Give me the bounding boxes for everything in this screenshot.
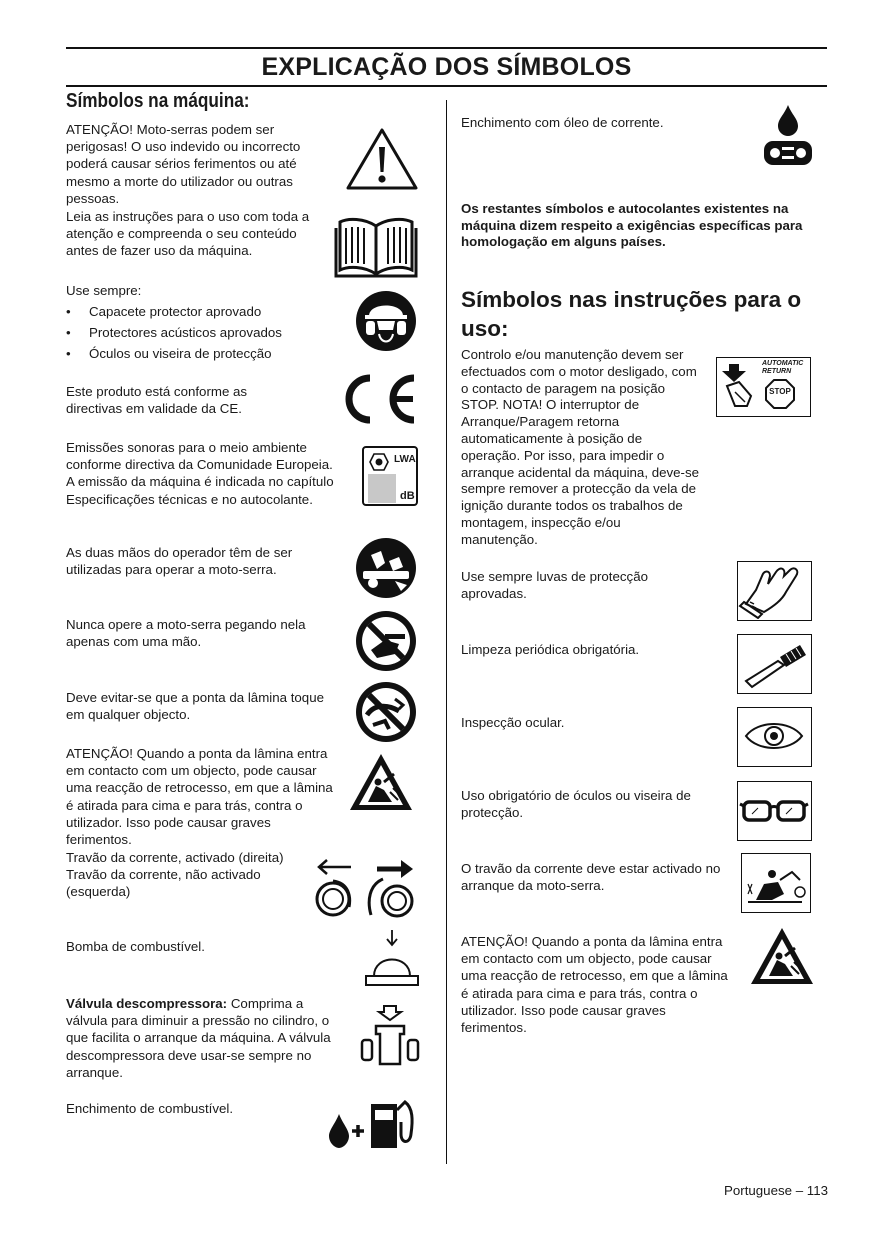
warning-text: ATENÇÃO! Moto-serras podem ser perigosas! O uso indevido ou incorrecto poderá causar sérios ferimentos ou até mesmo a morte do utilizador ou outras pessoas. xyxy=(66,122,301,206)
helmet-protection-icon xyxy=(355,290,417,352)
noise-gray-block xyxy=(368,474,396,503)
kickback-text-right: ATENÇÃO! Quando a ponta da lâmina entra em contacto com um objecto, pode causar uma reacção de retrocesso, em que a lâmina é atirada para cima e para trás, contra o utilizador. Isso pode causar graves ferimentos. xyxy=(461,934,728,1036)
cleaning-text: Limpeza periódica obrigatória. xyxy=(461,642,640,657)
stop-label: STOP xyxy=(769,387,791,396)
gloves-text: Use sempre luvas de protecção aprovadas. xyxy=(461,569,648,602)
fuel-pump-text: Bomba de combustível. xyxy=(66,939,205,954)
fuel-fill-text: Enchimento de combustível. xyxy=(66,1101,234,1116)
remaining-symbols-text: Os restantes símbolos e autocolantes existentes na máquina dizem respeito a exigências específicas para homologação em alguns países. xyxy=(461,201,803,249)
section-heading-machine-symbols: Símbolos na máquina: xyxy=(66,90,250,112)
page-footer: Portuguese – 113 xyxy=(724,1183,828,1198)
fuel-pump-primer-icon xyxy=(362,928,422,990)
noise-emission-label-icon xyxy=(362,446,418,506)
one-hand-prohibited-icon xyxy=(355,610,417,672)
noise-db-text: dB xyxy=(400,490,415,502)
kickback-warning-icon-right xyxy=(749,926,815,986)
noise-text: Emissões sonoras para o meio ambiente conforme directiva da Comunidade Europeia. A emissão da máquina é indicada no capítulo Especificações técnicas e no autocolante. xyxy=(66,440,334,507)
top-rule xyxy=(66,47,827,49)
use-always-text: Use sempre: xyxy=(66,283,142,298)
maintenance-text: Controlo e/ou manutenção devem ser efectuados com o motor desligado, com o contacto de paragem na posição STOP. NOTA! O interruptor de Arranque/Paragem retorna automaticamente à posição de operação. Por isso, para impedir o arranque acidental da máquina, deve-se sempre remover a protecção da vela de ignição durante todos os trabalhos de montagem, inspecção e/ou manutenção. xyxy=(461,347,700,547)
decompression-body: Comprima a válvula para diminuir a pressão no cilindro, o que facilita o arranque da máquina. A válvula descompressora deve usar-se sempre no arranque. xyxy=(66,996,331,1080)
eye-inspection-icon xyxy=(737,707,812,767)
column-divider xyxy=(446,100,447,1164)
cleaning-brush-icon xyxy=(737,634,812,694)
brake-start-text: O travão da corrente deve estar activado no arranque da moto-serra. xyxy=(461,861,721,894)
goggles-text: Uso obrigatório de óculos ou viseira de protecção. xyxy=(461,788,691,821)
kickback-text-left: ATENÇÃO! Quando a ponta da lâmina entra em contacto com um objecto, pode causar uma reacção de retrocesso, em que a lâmina é atirada para cima e para trás, contra o utilizador. Isso pode causar graves ferimentos. xyxy=(66,746,333,848)
noise-lwa-text: LWA xyxy=(394,454,416,465)
two-hands-text: As duas mãos do operador têm de ser utilizadas para operar a moto-serra. xyxy=(66,545,293,578)
chain-oil-text: Enchimento com óleo de corrente. xyxy=(461,115,664,130)
decompression-text xyxy=(66,995,346,1081)
inspection-text: Inspecção ocular. xyxy=(461,715,565,730)
bullet-text: Capacete protector aprovado xyxy=(89,304,262,319)
arrow-down-icon xyxy=(721,362,761,412)
decompression-valve-icon xyxy=(360,1004,420,1068)
page-title: EXPLICAÇÃO DOS SÍMBOLOS xyxy=(261,53,632,81)
tip-contact-prohibited-icon xyxy=(355,681,417,743)
auto-return-line1: AUTOMATIC xyxy=(762,360,804,367)
stop-switch-icon xyxy=(716,357,811,417)
goggles-icon xyxy=(737,781,812,841)
bullet-mark: • xyxy=(66,304,71,319)
kickback-warning-icon-left xyxy=(348,752,414,812)
decompression-label: Válvula descompressora: xyxy=(66,996,228,1011)
chain-oil-icon xyxy=(762,103,814,167)
two-hands-icon xyxy=(355,537,417,599)
title-rule xyxy=(66,85,827,87)
auto-return-line2: RETURN xyxy=(762,368,792,375)
gloves-icon xyxy=(737,561,812,621)
bullet-mark: • xyxy=(66,346,71,361)
read-manual-text: Leia as instruções para o uso com toda a atenção e compreenda o seu conteúdo antes de fazer uso da máquina. xyxy=(66,209,310,259)
ce-text: Este produto está conforme as directivas em validade da CE. xyxy=(66,384,248,417)
manual-book-icon xyxy=(334,214,418,278)
bullet-mark: • xyxy=(66,325,71,340)
section-heading-instruction-symbols: Símbolos nas instruções para o uso: xyxy=(461,287,802,341)
fuel-filling-icon xyxy=(327,1092,419,1152)
warning-triangle-icon xyxy=(346,127,418,191)
one-hand-text: Nunca opere a moto-serra pegando nela apenas com uma mão. xyxy=(66,617,306,650)
chain-brake-text: Travão da corrente, activado (direita) Travão da corrente, não activado (esquerda) xyxy=(66,850,284,900)
bullet-text: Óculos ou viseira de protecção xyxy=(89,346,272,361)
chain-brake-icon xyxy=(309,857,417,919)
brake-start-icon xyxy=(741,853,811,913)
tip-contact-text: Deve evitar-se que a ponta da lâmina toque em qualquer objecto. xyxy=(66,690,324,723)
ce-mark-icon xyxy=(333,374,419,424)
hexagon-icon xyxy=(369,453,389,471)
bullet-text: Protectores acústicos aprovados xyxy=(89,325,282,340)
